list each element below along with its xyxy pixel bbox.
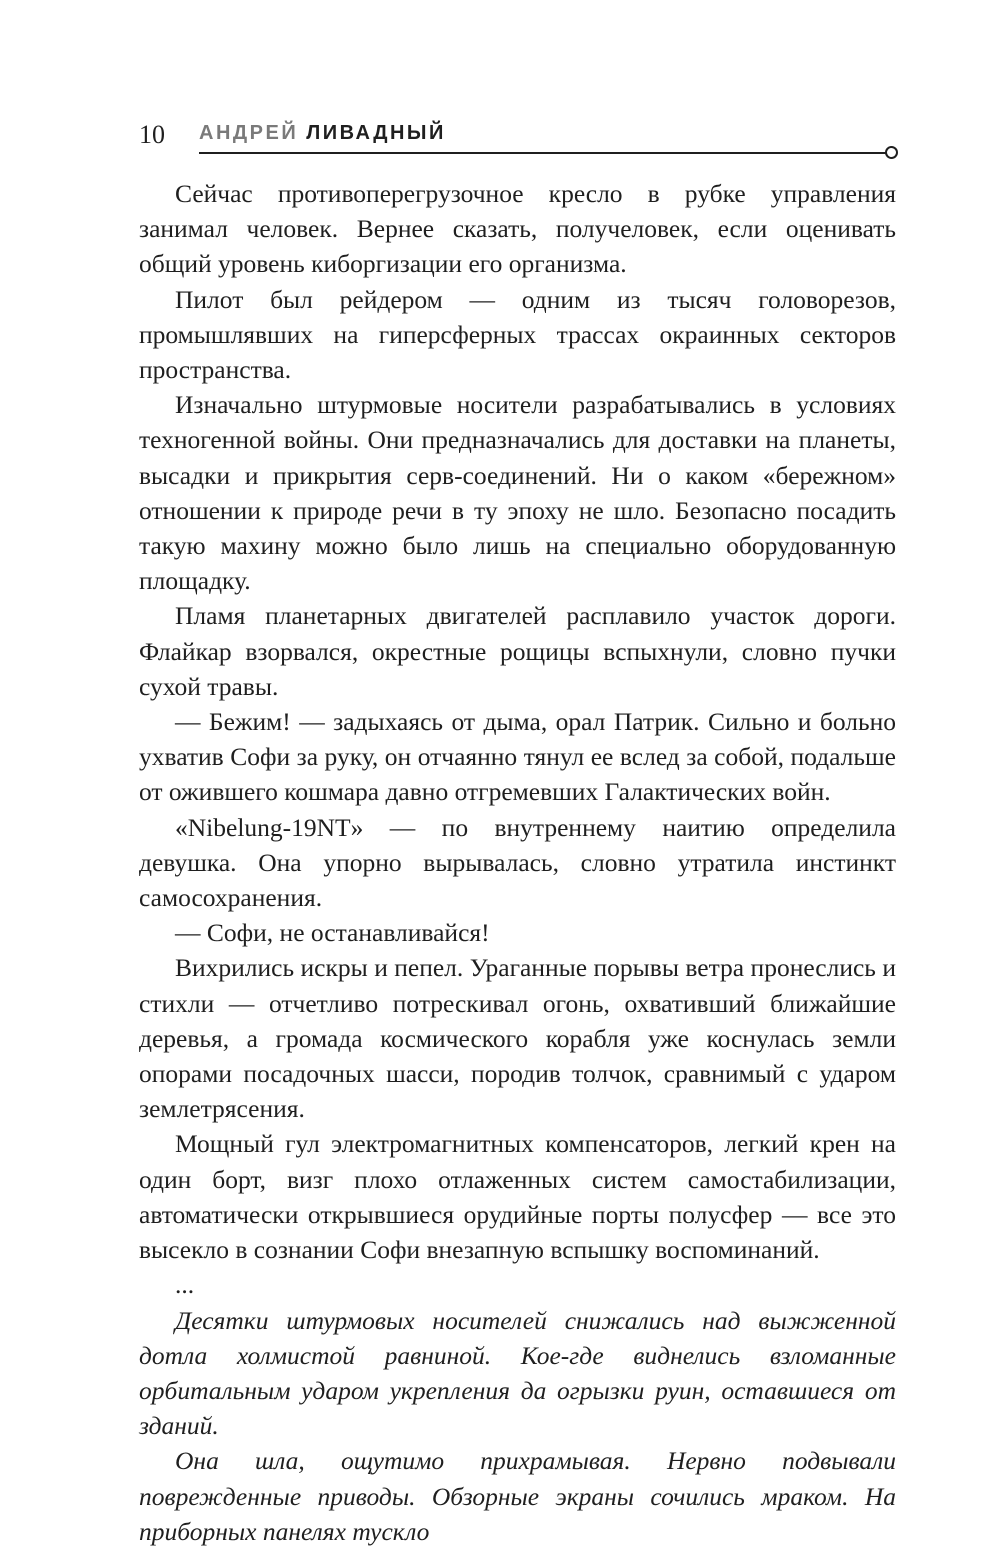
paragraph: Изначально штурмовые носители разрабатывались в условиях техногенной войны. Они предназначались для доставки на планеты, высадки и прикрытия серв-соединений. Ни о каком «бережном» отношении к природе речи в ту эпоху не шло. Безопасно посадить такую махину можно было лишь на специально оборудованную площадку.: [139, 390, 896, 596]
paragraph: «Nibelung-19NT» — по внутреннему наитию определила девушка. Она упорно вырывалась, словно утратила инстинкт самосохранения.: [139, 812, 896, 913]
body-text: [139, 176, 896, 1549]
page-number: 10: [139, 120, 165, 149]
scene-break: ...: [175, 1270, 195, 1300]
author-name: [199, 122, 446, 145]
paragraph: Пламя планетарных двигателей расплавило участок дороги. Флайкар взорвался, окрестные рощицы вспыхнули, словно пучки сухой травы.: [139, 601, 896, 701]
header-rule: [199, 152, 887, 154]
paragraph: — Софи, не останавливайся!: [175, 918, 490, 948]
paragraph: Вихрились искры и пепел. Ураганные порывы ветра пронеслись и стихли — отчетливо потрескивал огонь, охвативший ближайшие деревья, а громада космического корабля уже коснулась земли опорами посадочных шасси, породив толчок, сравнимый с ударом землетрясения.: [139, 953, 896, 1124]
paragraph: — Бежим! — задыхаясь от дыма, орал Патрик. Сильно и больно ухватив Софи за руку, он отчаянно тянул ее вслед за собой, подальше от ожившего кошмара давно отгремевших Галактических войн.: [139, 707, 896, 807]
paragraph: Сейчас противоперегрузочное кресло в рубке управления занимал человек. Вернее сказать, получеловек, если оценивать общий уровень киборгизации его организма.: [139, 179, 896, 279]
author-last-name: ЛИВАДНЫЙ: [306, 122, 446, 144]
italic-paragraph: Она шла, ощутимо прихрамывая. Нервно подвывали поврежденные приводы. Обзорные экраны сочились мраком. На приборных панелях тускло: [139, 1446, 896, 1546]
header-rule-end-circle: [885, 146, 898, 159]
paragraph: Пилот был рейдером — одним из тысяч головорезов, промышлявших на гиперсферных трассах окраинных секторов пространства.: [139, 284, 896, 385]
italic-paragraph: Десятки штурмовых носителей снижались над выжженной дотла холмистой равниной. Кое-где виднелись взломанные орбитальным ударом укрепления да огрызки руин, оставшиеся от зданий.: [139, 1305, 896, 1441]
running-header: [139, 118, 899, 158]
author-first-name: АНДРЕЙ: [199, 122, 299, 144]
paragraph: Мощный гул электромагнитных компенсаторов, легкий крен на один борт, визг плохо отлаженных систем самостабилизации, автоматически открывшиеся орудийные порты полусфер — все это высекло в сознании Софи внезапную вспышку воспоминаний.: [139, 1129, 896, 1265]
